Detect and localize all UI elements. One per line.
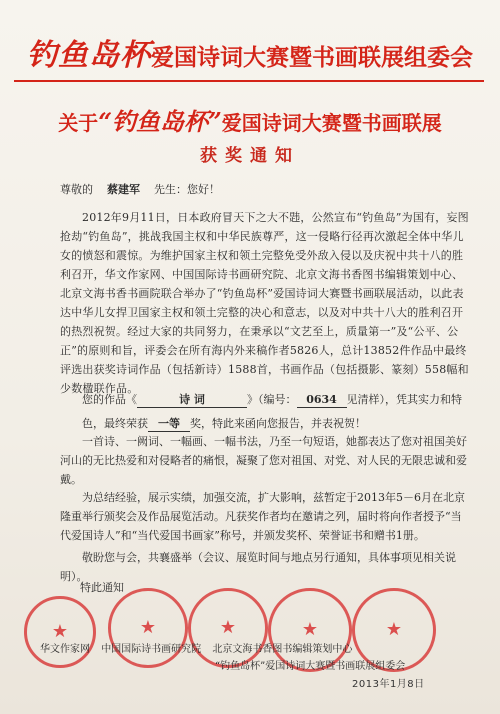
- title-quoted: “钓鱼岛杯”: [98, 107, 222, 136]
- letterhead: [0, 30, 500, 73]
- signatory-3: 北京文海书香图书编辑策划中心: [212, 644, 353, 655]
- paragraph-invitation: 敬盼您与会，共襄盛举（会议、展览时间与地点另行通知，具体事项见相关说明）。: [60, 551, 456, 583]
- seal-star-icon: ★: [139, 617, 157, 638]
- closing-remark: 特此通知: [80, 581, 124, 594]
- signatory-2: 中国国际诗书画研究院: [101, 644, 202, 655]
- award-statement: [82, 388, 477, 436]
- salutation: [60, 180, 472, 199]
- award-tail: 奖，特此来函向您报告，并表祝贺！: [190, 417, 366, 430]
- award-mid: 》（编号：: [247, 393, 297, 406]
- recipient-name: 蔡建军: [107, 183, 140, 196]
- award-lead: 您的作品《: [82, 393, 137, 406]
- paragraph-ceremony: 为总结经验，展示实绩，加强交流，扩大影响，兹暂定于2013年5－6月在北京隆重举行颁奖会及作品展览活动。凡获奖作者均在邀请之列，届时将向作者授予“当代爱国诗人”和“当代爱国书画家”称号，并颁发奖杯、荣誉证书和赠书1册。: [60, 491, 465, 542]
- issue-date: 2013年1月8日: [352, 679, 425, 690]
- signatory-1: 华文作家网: [40, 644, 90, 655]
- paragraph-background: 2012年9月11日，日本政府冒天下之大不韪，公然宣布“钓鱼岛”为国有，妄图抢劫“钓鱼岛”，挑战我国主权和中华民族尊严，这一侵略行径再次激起全体中华儿女的愤怒和震惊。为维护国家主权和领土完整免受外敌入侵以及庆祝中共十八的胜利召开，华文作家网、中国国际诗书画研究院、北京文海书香图书编辑策划中心、北京文海书香书画院联合举办了“钓鱼岛杯”爱国诗词大赛暨书画联展活动，以此表达中华儿女捍卫国家主权和领土完整的决心和意志，以及对中共十八大的胜利召开的热烈祝贺。经过大家的共同努力，在秉承以“文艺至上，质量第一”及“公平、公正”的原则和旨，评委会在所有海内外来稿作者5826人，总计13852件作品中最终评选出获奖诗词作品（包括新诗）1588首，书画作品（包括摄影、篆刻）558幅和少数楹联作品。: [60, 211, 469, 395]
- official-seal-1: [24, 596, 96, 668]
- signatory-line-2: “钓鱼岛杯”爱国诗词大赛暨书画联展组委会: [215, 661, 406, 672]
- letterhead-divider: [14, 80, 484, 82]
- seal-star-icon: ★: [51, 621, 69, 642]
- paragraph-praise: 一首诗、一阙词、一幅画、一幅书法，乃至一句短语，她都表达了您对祖国美好河山的无比热爱和对侵略者的痛恨，凝聚了您对祖国、对党、对人民的无限忠诚和爱戴。: [60, 435, 467, 486]
- document-title: [0, 102, 500, 137]
- letterhead-brand: 钓鱼岛杯: [27, 38, 151, 73]
- signatory-line-1: [40, 640, 480, 655]
- seal-star-icon: ★: [301, 619, 319, 640]
- document-subtitle: 获奖通知: [200, 146, 300, 166]
- title-prefix: 关于: [58, 111, 99, 135]
- seal-star-icon: ★: [219, 617, 237, 638]
- seal-star-icon: ★: [385, 619, 403, 640]
- salutation-greeting: 尊敬的: [60, 183, 93, 196]
- official-seal-2: [108, 588, 188, 668]
- salutation-honorific: 先生：您好！: [154, 183, 220, 196]
- official-seal-3: [188, 588, 268, 668]
- work-number-field: 0634: [297, 393, 347, 408]
- prize-level-field: 一等: [148, 417, 190, 432]
- title-suffix: 爱国诗词大赛暨书画联展: [221, 111, 442, 135]
- award-after-number: 见清样），凭其实力和特色，最终荣获: [82, 393, 462, 430]
- work-title-field: 诗 词: [137, 393, 247, 408]
- letterhead-org: 爱国诗词大赛暨书画联展组委会: [151, 44, 473, 71]
